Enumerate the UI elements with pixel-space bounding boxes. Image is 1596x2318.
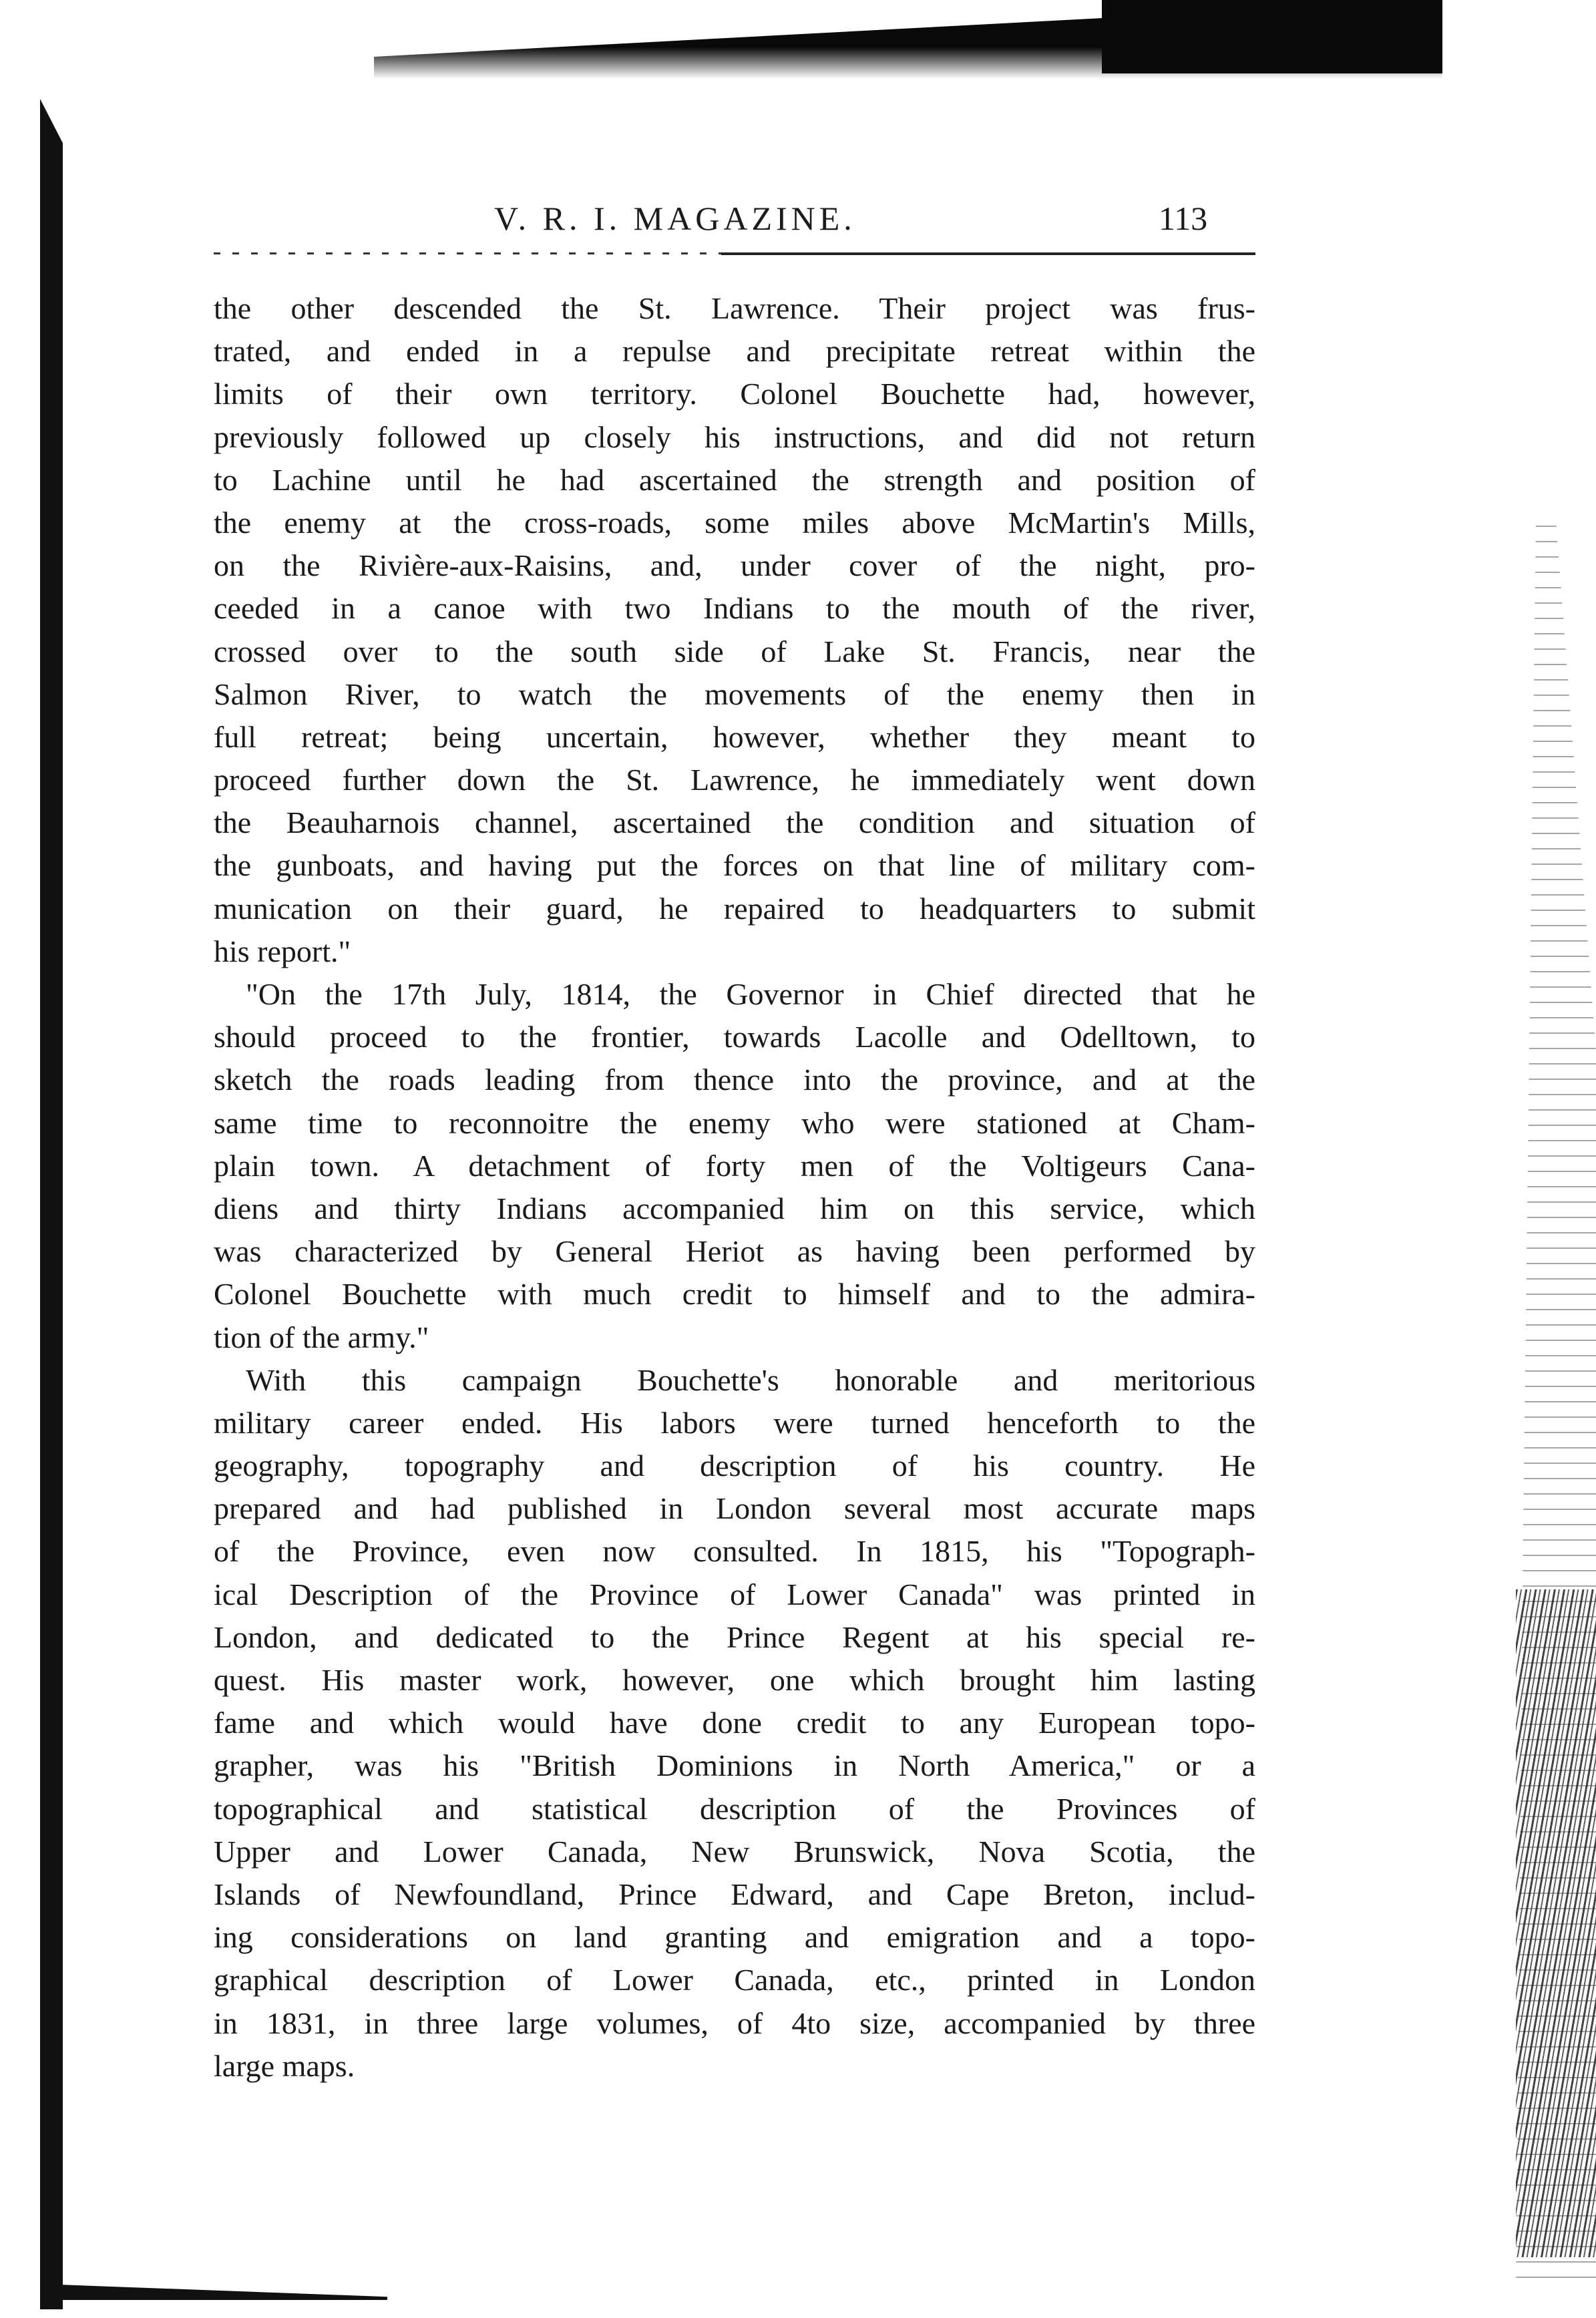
text-line: topographical and statistical description of the Provinces of: [214, 1791, 1255, 1826]
text-line: Upper and Lower Canada, New Brunswick, Nova Scotia, the: [214, 1834, 1255, 1869]
header-rule: [721, 252, 1255, 255]
text-line: the other descended the St. Lawrence. Their project was frus-: [214, 291, 1255, 325]
text-line: prepared and had published in London several most accurate maps: [214, 1491, 1255, 1526]
text-line: should proceed to the frontier, towards Lacolle and Odelltown, to: [214, 1020, 1255, 1054]
text-line: plain town. A detachment of forty men of the Voltigeurs Cana-: [214, 1148, 1255, 1183]
text-line: full retreat; being uncertain, however, whether they meant to: [214, 719, 1255, 754]
text-line: on the Rivière-aux-Raisins, and, under cover of the night, pro-: [214, 548, 1255, 583]
page-header: [214, 194, 1255, 254]
text-line: in 1831, in three large volumes, of 4to size, accompanied by three: [214, 2005, 1255, 2040]
text-line: was characterized by General Heriot as having been performed by: [214, 1234, 1255, 1269]
text-line: "On the 17th July, 1814, the Governor in Chief directed that he: [246, 977, 1255, 1011]
text-line: Colonel Bouchette with much credit to himself and to the admira-: [214, 1277, 1255, 1312]
text-line: trated, and ended in a repulse and precipitate retreat within the: [214, 334, 1255, 369]
text-line: grapher, was his "British Dominions in North America," or a: [214, 1748, 1255, 1783]
text-line: geography, topography and description of his country. He: [214, 1448, 1255, 1483]
text-line: the Beauharnois channel, ascertained the condition and situation of: [214, 805, 1255, 840]
scan-edge-left: [40, 99, 63, 2309]
text-line: proceed further down the St. Lawrence, he immediately went down: [214, 763, 1255, 797]
text-line: tion of the army.": [214, 1320, 429, 1354]
text-line: the gunboats, and having put the forces on that line of military com-: [214, 848, 1255, 883]
running-title: V. R. I. MAGAZINE.: [494, 200, 856, 237]
text-line: Salmon River, to watch the movements of the enemy then in: [214, 677, 1255, 711]
text-line: his report.": [214, 934, 351, 968]
text-line: ical Description of the Province of Lower Canada" was printed in: [214, 1577, 1255, 1611]
scan-edge-right-dark: [1516, 1589, 1596, 2257]
text-line: limits of their own territory. Colonel Bouchette had, however,: [214, 377, 1255, 411]
text-line: London, and dedicated to the Prince Regent at his special re-: [214, 1619, 1255, 1654]
text-line: same time to reconnoitre the enemy who were stationed at Cham-: [214, 1105, 1255, 1140]
text-line: to Lachine until he had ascertained the strength and position of: [214, 462, 1255, 497]
text-line: large maps.: [214, 2048, 355, 2083]
text-line: crossed over to the south side of Lake St. Francis, near the: [214, 634, 1255, 668]
text-line: of the Province, even now consulted. In 1815, his "Topograph-: [214, 1534, 1255, 1569]
text-line: ing considerations on land granting and emigration and a topo-: [214, 1920, 1255, 1955]
text-line: With this campaign Bouchette's honorable and meritorious: [246, 1362, 1255, 1397]
scan-edge-top-dark: [1102, 0, 1442, 73]
scan-edge-bottom: [40, 2284, 387, 2300]
text-line: quest. His master work, however, one which brought him lasting: [214, 1663, 1255, 1697]
page-number: 113: [1159, 200, 1208, 237]
text-line: previously followed up closely his instructions, and did not return: [214, 419, 1255, 454]
text-line: military career ended. His labors were turned henceforth to the: [214, 1405, 1255, 1440]
text-line: graphical description of Lower Canada, etc., printed in London: [214, 1963, 1255, 1997]
text-line: diens and thirty Indians accompanied him on this service, which: [214, 1191, 1255, 1225]
text-line: sketch the roads leading from thence into the province, and at the: [214, 1063, 1255, 1097]
text-line: ceeded in a canoe with two Indians to the mouth of the river,: [214, 591, 1255, 626]
text-line: Islands of Newfoundland, Prince Edward, and Cape Breton, includ-: [214, 1877, 1255, 1911]
body-text: [214, 287, 1255, 2088]
text-line: munication on their guard, he repaired to headquarters to submit: [214, 891, 1255, 926]
text-line: the enemy at the cross-roads, some miles above McMartin's Mills,: [214, 505, 1255, 540]
text-line: fame and which would have done credit to any European topo-: [214, 1706, 1255, 1740]
